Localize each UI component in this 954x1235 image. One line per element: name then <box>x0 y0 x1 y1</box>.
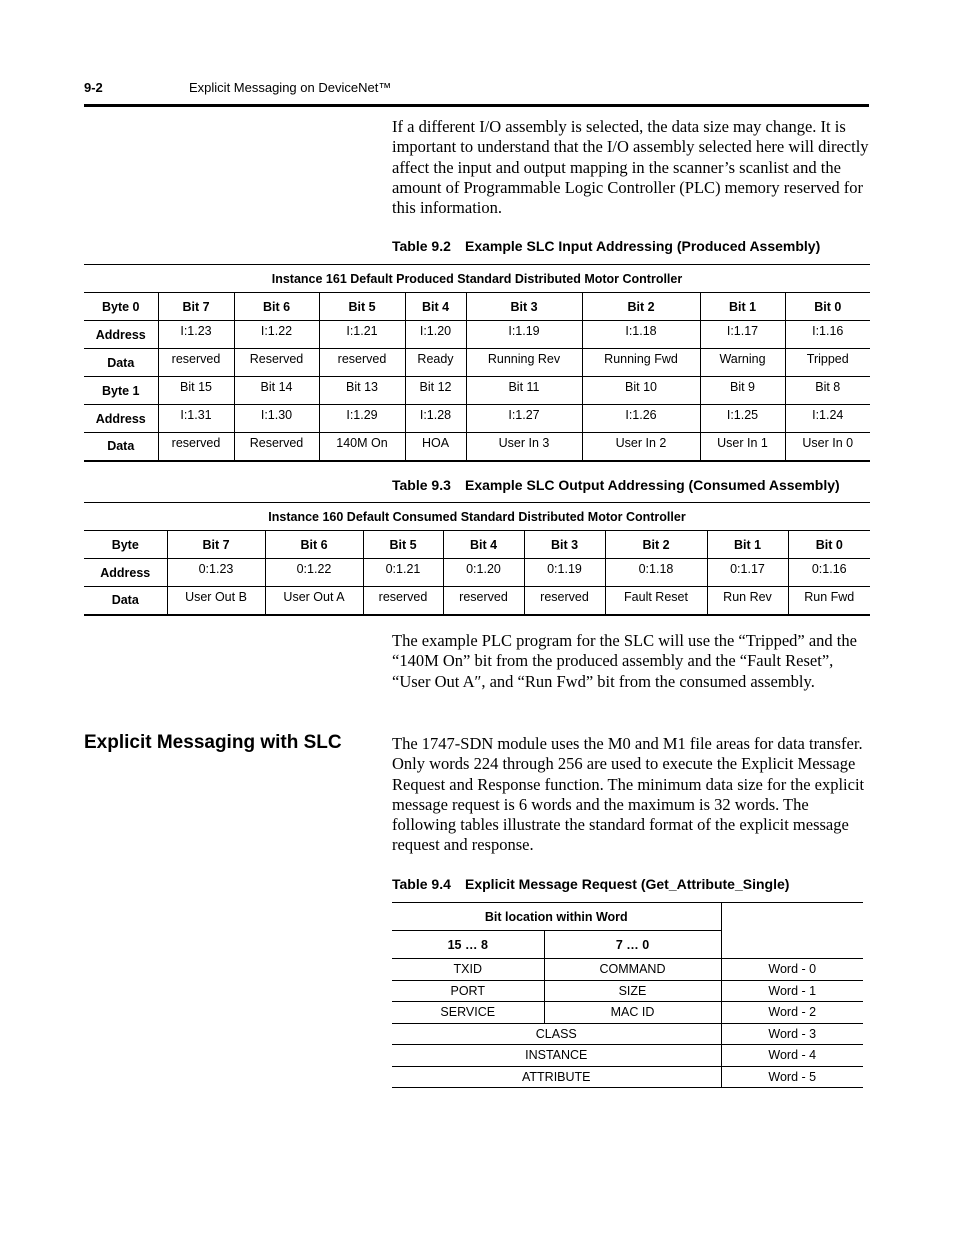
table-row <box>84 559 870 587</box>
spanning-field: INSTANCE <box>392 1045 721 1067</box>
high-byte-header: 15 … 8 <box>392 931 544 959</box>
table-row <box>84 377 870 405</box>
table-cell: Ready <box>405 349 466 377</box>
table-cell: 0:1.22 <box>265 559 363 587</box>
spanning-field: CLASS <box>392 1023 721 1045</box>
table-cell: Tripped <box>785 349 870 377</box>
table-cell: I:1.31 <box>158 405 234 433</box>
table-cell: I:1.17 <box>700 321 785 349</box>
table-cell: Bit 4 <box>405 293 466 321</box>
table-cell: Bit 15 <box>158 377 234 405</box>
table-cell: I:1.16 <box>785 321 870 349</box>
table-row <box>392 1045 863 1067</box>
table-cell: 0:1.18 <box>605 559 707 587</box>
word-label: Word - 2 <box>721 1002 863 1024</box>
table-cell: Bit 3 <box>466 293 582 321</box>
table-cell: Reserved <box>234 349 319 377</box>
table-number: Table 9.3 <box>392 477 451 493</box>
table-cell: 0:1.16 <box>788 559 870 587</box>
table-cell: Bit 7 <box>167 531 265 559</box>
table-title: Instance 161 Default Produced Standard Distributed Motor Controller <box>84 265 870 293</box>
row-header: Data <box>84 433 158 461</box>
table-cell: HOA <box>405 433 466 461</box>
page-number: 9-2 <box>84 80 103 95</box>
table-cell: I:1.25 <box>700 405 785 433</box>
row-header: Byte 0 <box>84 293 158 321</box>
table-cell: Warning <box>700 349 785 377</box>
table-cell: reserved <box>158 349 234 377</box>
table-cell: Bit 2 <box>582 293 700 321</box>
table-cell: reserved <box>363 587 443 615</box>
low-byte-field: SIZE <box>544 980 721 1002</box>
table-cell: Running Rev <box>466 349 582 377</box>
table-row <box>84 433 870 461</box>
table-row <box>392 959 863 981</box>
row-header: Byte <box>84 531 167 559</box>
word-column-header <box>721 903 863 959</box>
table-9-2-caption <box>392 238 820 254</box>
table-cell: Bit 6 <box>234 293 319 321</box>
table-caption: Example SLC Input Addressing (Produced Assembly) <box>465 238 821 254</box>
table-row <box>84 405 870 433</box>
table-cell: 0:1.23 <box>167 559 265 587</box>
table-9-4-caption <box>392 876 789 892</box>
table-cell: I:1.27 <box>466 405 582 433</box>
table-cell: Bit 12 <box>405 377 466 405</box>
low-byte-field: MAC ID <box>544 1002 721 1024</box>
high-byte-field: SERVICE <box>392 1002 544 1024</box>
table-cell: Bit 6 <box>265 531 363 559</box>
table-cell: I:1.23 <box>158 321 234 349</box>
table-cell: I:1.30 <box>234 405 319 433</box>
table-cell: 0:1.20 <box>443 559 524 587</box>
table-cell: I:1.19 <box>466 321 582 349</box>
table-cell: 140M On <box>319 433 405 461</box>
example-paragraph: The example PLC program for the SLC will use the “Tripped” and the “140M On” bit from the produced assembly and the “Fault Reset”, “User Out A″, and “Run Fwd” bit from the consumed assembly. <box>392 631 857 691</box>
table-cell: I:1.20 <box>405 321 466 349</box>
section-heading: Explicit Messaging with SLC <box>84 732 342 753</box>
table-row <box>392 980 863 1002</box>
table-cell: I:1.18 <box>582 321 700 349</box>
table-cell: Bit 3 <box>524 531 605 559</box>
table-row <box>392 1023 863 1045</box>
table-row <box>84 587 870 615</box>
high-byte-field: TXID <box>392 959 544 981</box>
table-cell: Bit 1 <box>700 293 785 321</box>
table-row <box>392 1066 863 1088</box>
table-cell: reserved <box>443 587 524 615</box>
table-cell: Bit 10 <box>582 377 700 405</box>
table-cell: User In 3 <box>466 433 582 461</box>
table-cell: Bit 13 <box>319 377 405 405</box>
word-label: Word - 0 <box>721 959 863 981</box>
table-cell: User In 2 <box>582 433 700 461</box>
table-cell: I:1.24 <box>785 405 870 433</box>
table-cell: Reserved <box>234 433 319 461</box>
table-cell: reserved <box>319 349 405 377</box>
table-caption: Explicit Message Request (Get_Attribute_Single) <box>465 876 790 892</box>
table-cell: reserved <box>158 433 234 461</box>
table-cell: I:1.28 <box>405 405 466 433</box>
table-cell: Run Rev <box>707 587 788 615</box>
table-cell: I:1.22 <box>234 321 319 349</box>
table-cell: User Out A <box>265 587 363 615</box>
table-cell: Bit 5 <box>319 293 405 321</box>
row-header: Address <box>84 321 158 349</box>
table-title: Instance 160 Default Consumed Standard Distributed Motor Controller <box>84 503 870 531</box>
table-cell: Bit 11 <box>466 377 582 405</box>
table-cell: Bit 0 <box>788 531 870 559</box>
table-row <box>84 293 870 321</box>
word-label: Word - 5 <box>721 1066 863 1088</box>
table-number: Table 9.4 <box>392 876 451 892</box>
table-cell: User Out B <box>167 587 265 615</box>
table-row <box>84 349 870 377</box>
table-cell: I:1.29 <box>319 405 405 433</box>
table-row <box>392 1002 863 1024</box>
table-cell: User In 0 <box>785 433 870 461</box>
table-caption: Example SLC Output Addressing (Consumed Assembly) <box>465 477 840 493</box>
row-header: Data <box>84 349 158 377</box>
running-title: Explicit Messaging on DeviceNet™ <box>189 80 392 95</box>
table-cell: Running Fwd <box>582 349 700 377</box>
table-cell: Bit 9 <box>700 377 785 405</box>
table-row <box>84 531 870 559</box>
running-header <box>84 80 869 107</box>
table-cell: User In 1 <box>700 433 785 461</box>
table-9-3-caption <box>392 477 840 493</box>
table-cell: 0:1.19 <box>524 559 605 587</box>
row-header: Address <box>84 405 158 433</box>
table-cell: Bit 14 <box>234 377 319 405</box>
table-cell: reserved <box>524 587 605 615</box>
table-cell: 0:1.17 <box>707 559 788 587</box>
word-label: Word - 3 <box>721 1023 863 1045</box>
table-cell: Run Fwd <box>788 587 870 615</box>
table-cell: Bit 0 <box>785 293 870 321</box>
table-9-2 <box>84 264 870 462</box>
low-byte-field: COMMAND <box>544 959 721 981</box>
table-cell: Bit 7 <box>158 293 234 321</box>
row-header: Byte 1 <box>84 377 158 405</box>
word-label: Word - 1 <box>721 980 863 1002</box>
high-byte-field: PORT <box>392 980 544 1002</box>
low-byte-header: 7 … 0 <box>544 931 721 959</box>
row-header: Address <box>84 559 167 587</box>
table-cell: Bit 5 <box>363 531 443 559</box>
table-cell: Bit 2 <box>605 531 707 559</box>
table-cell: Fault Reset <box>605 587 707 615</box>
table-cell: Bit 8 <box>785 377 870 405</box>
table-cell: Bit 1 <box>707 531 788 559</box>
table-number: Table 9.2 <box>392 238 451 254</box>
row-header: Data <box>84 587 167 615</box>
table-cell: I:1.26 <box>582 405 700 433</box>
bit-location-header: Bit location within Word <box>392 903 721 931</box>
table-9-3 <box>84 502 870 616</box>
table-row <box>84 321 870 349</box>
table-9-4 <box>392 902 863 1088</box>
word-label: Word - 4 <box>721 1045 863 1067</box>
spanning-field: ATTRIBUTE <box>392 1066 721 1088</box>
table-cell: 0:1.21 <box>363 559 443 587</box>
table-cell: Bit 4 <box>443 531 524 559</box>
intro-paragraph: If a different I/O assembly is selected, the data size may change. It is important to understand that the I/O assembly selected here will directly affect the input and output mapping in the scanner’s scanlist and the amount of Programmable Logic Controller (PLC) memory reserved for this information. <box>392 117 869 218</box>
section-paragraph: The 1747-SDN module uses the M0 and M1 file areas for data transfer. Only words 224 through 256 are used to execute the Explicit Message Request and Response function. The minimum data size for the explicit message request is 6 words and the maximum is 32 words. The following tables illustrate the standard format of the explicit message request and response. <box>392 734 865 855</box>
table-cell: I:1.21 <box>319 321 405 349</box>
